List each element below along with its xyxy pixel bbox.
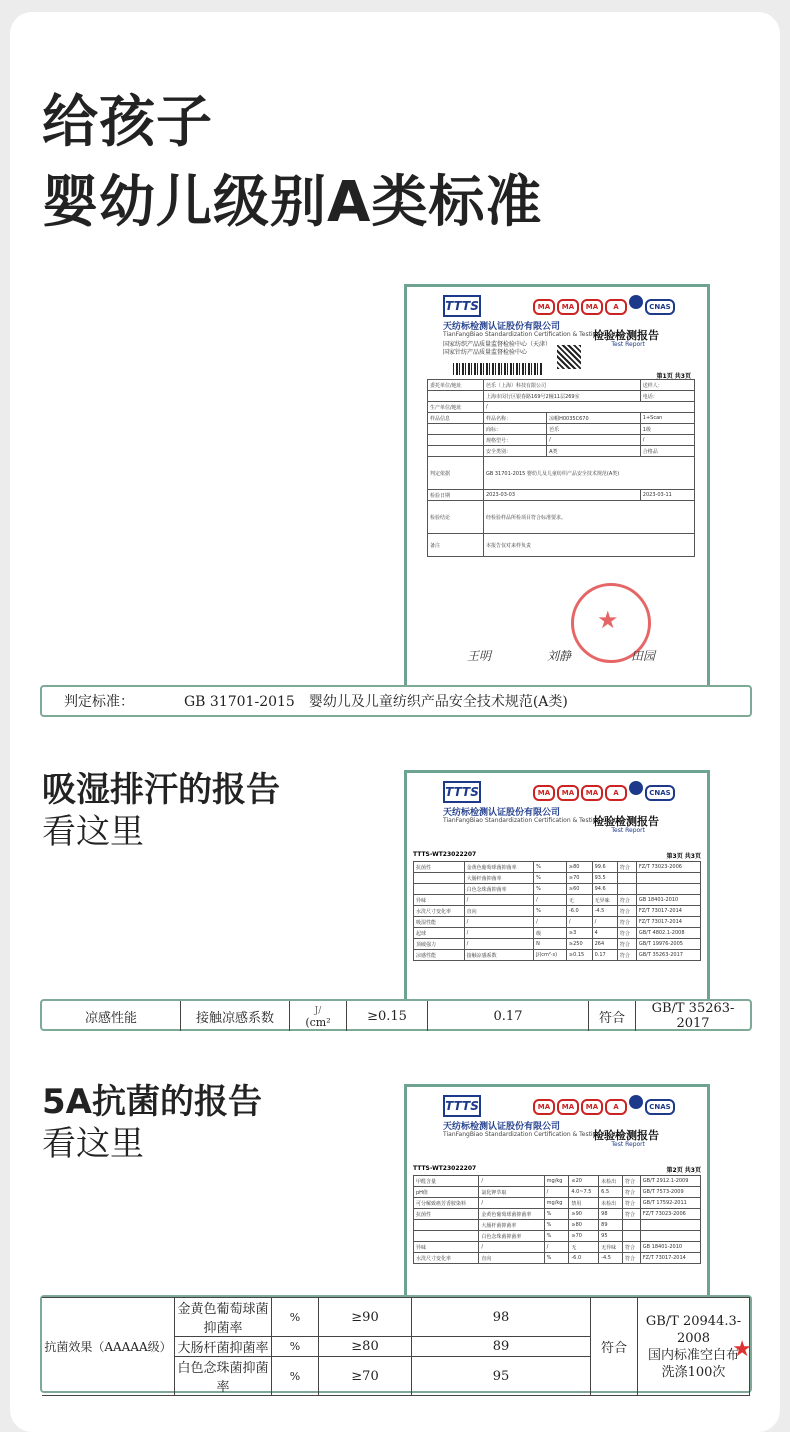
index-cooling: 接触凉感系数 bbox=[181, 1001, 290, 1031]
table-row bbox=[414, 950, 701, 961]
requirement: ≥90 bbox=[319, 1298, 412, 1337]
table-cell: FZ/T 73023-2006 bbox=[640, 1209, 700, 1220]
table-cell: 符合 bbox=[617, 950, 636, 961]
table-cell: 6.5 bbox=[599, 1187, 623, 1198]
table-cell: ≥90 bbox=[569, 1209, 599, 1220]
result-antibacterial: 符合 bbox=[591, 1298, 638, 1396]
std-antibacterial: GB/T 20944.3-2008 国内标准空白布 洗涤100次 bbox=[638, 1298, 750, 1396]
table-cell: 金黄色葡萄球菌抑菌率 bbox=[479, 1209, 544, 1220]
table-cell: ≤20 bbox=[569, 1176, 599, 1187]
table-cell bbox=[622, 1231, 640, 1242]
table-cell: 符合 bbox=[617, 917, 636, 928]
table-cell bbox=[640, 1220, 700, 1231]
table-row bbox=[414, 1220, 701, 1231]
cnas-mark-icon: CNAS bbox=[645, 1099, 675, 1115]
table-cell: mg/kg bbox=[544, 1176, 569, 1187]
cnas-mark-icon: CNAS bbox=[645, 299, 675, 315]
table-cell: 95 bbox=[599, 1231, 623, 1242]
cert-marks bbox=[533, 1095, 677, 1115]
table-cell: 无 bbox=[569, 1242, 599, 1253]
table-row bbox=[414, 1231, 701, 1242]
table-cell: % bbox=[534, 906, 567, 917]
table-row bbox=[414, 873, 701, 884]
antibacterial-result-bar bbox=[40, 1295, 752, 1393]
unit: % bbox=[272, 1298, 319, 1337]
table-cell: GB/T 7573-2009 bbox=[640, 1187, 700, 1198]
cal-mark-icon: A bbox=[605, 785, 627, 801]
table-cell: / bbox=[544, 1242, 569, 1253]
report-number: TTTS-WT23022207 bbox=[413, 1165, 477, 1172]
table-cell: 抗菌性 bbox=[414, 862, 465, 873]
company-name-en: TianFangBiao Standardization Certification & Testing Co.,Ltd. bbox=[443, 1131, 626, 1138]
table-cell: 金黄色葡萄球菌抑菌率 bbox=[464, 862, 534, 873]
cma-mark-icon: MA bbox=[533, 1099, 555, 1115]
report-title-en: Test Report bbox=[611, 341, 645, 348]
section-subtitle-moisture: 看这里 bbox=[42, 812, 144, 852]
table-cell: ≥80 bbox=[566, 862, 592, 873]
table-cell: / bbox=[464, 895, 534, 906]
table-cell: 符合 bbox=[617, 895, 636, 906]
item-antibacterial: 抗菌效果（AAAAA级） bbox=[42, 1298, 175, 1396]
cma-mark-icon: MA bbox=[581, 299, 603, 315]
requirement-cooling: ≥0.15 bbox=[347, 1001, 428, 1031]
table-cell: 异味 bbox=[414, 895, 465, 906]
cma-mark-icon: MA bbox=[557, 299, 579, 315]
table-cell: 级 bbox=[534, 928, 567, 939]
cma-mark-icon: MA bbox=[581, 1099, 603, 1115]
report-title: 检验检测报告 bbox=[593, 815, 659, 828]
table-cell: / bbox=[566, 917, 592, 928]
ilac-mark-icon bbox=[629, 781, 643, 795]
table-row bbox=[414, 939, 701, 950]
table-cell: 大肠杆菌抑菌率 bbox=[479, 1220, 544, 1231]
table-cell: % bbox=[544, 1253, 569, 1264]
table-row bbox=[414, 1209, 701, 1220]
table-row bbox=[414, 884, 701, 895]
table-cell: ≥80 bbox=[569, 1220, 599, 1231]
table-cell: 水洗尺寸变化率 bbox=[414, 906, 465, 917]
hero-title-line2: 婴幼儿级别A类标准 bbox=[42, 170, 543, 235]
table-cell: 符合 bbox=[622, 1187, 640, 1198]
table-row bbox=[414, 862, 701, 873]
table-cell bbox=[636, 873, 700, 884]
table-cell: 顶破强力 bbox=[414, 939, 465, 950]
strain-name: 金黄色葡萄球菌抑菌率 bbox=[175, 1298, 272, 1337]
table-cell: 未检出 bbox=[599, 1176, 623, 1187]
strain-name: 大肠杆菌抑菌率 bbox=[175, 1337, 272, 1357]
cma-mark-icon: MA bbox=[533, 785, 555, 801]
company-name-en: TianFangBiao Standardization Certification & Testing Co.,Ltd. bbox=[443, 817, 626, 824]
cma-mark-icon: MA bbox=[557, 785, 579, 801]
table-cell: GB/T 19976-2005 bbox=[636, 939, 700, 950]
table-cell: 大肠杆菌抑菌率 bbox=[464, 873, 534, 884]
requirement: ≥70 bbox=[319, 1357, 412, 1396]
tts-logo: TTTS bbox=[443, 295, 481, 317]
hero-title-line1: 给孩子 bbox=[42, 90, 213, 155]
table-cell: GB/T 2912.1-2009 bbox=[640, 1176, 700, 1187]
cooling-result-bar bbox=[40, 999, 752, 1031]
barcode-icon bbox=[453, 363, 543, 375]
report-title: 检验检测报告 bbox=[593, 329, 659, 342]
table-cell: 异味 bbox=[414, 1242, 479, 1253]
table-cell: % bbox=[544, 1220, 569, 1231]
page-number: 第3页 共3页 bbox=[666, 853, 701, 860]
table-row bbox=[414, 1176, 701, 1187]
table-cell: / bbox=[464, 939, 534, 950]
tts-logo: TTTS bbox=[443, 781, 481, 803]
table-cell: 0.17 bbox=[592, 950, 617, 961]
company-name: 天纺标检测认证股份有限公司 bbox=[443, 808, 561, 818]
table-cell: ≥60 bbox=[566, 884, 592, 895]
company-name: 天纺标检测认证股份有限公司 bbox=[443, 1122, 561, 1132]
table-cell: 符合 bbox=[617, 906, 636, 917]
table-cell bbox=[617, 873, 636, 884]
table-cell bbox=[617, 884, 636, 895]
value: 89 bbox=[412, 1337, 591, 1357]
unit-cooling: J/ (cm² bbox=[290, 1001, 347, 1031]
table-cell: 无异味 bbox=[599, 1242, 623, 1253]
requirement: ≥80 bbox=[319, 1337, 412, 1357]
signature: 田园 bbox=[631, 649, 656, 663]
standard-label: 判定标准： bbox=[64, 694, 134, 710]
table-cell: % bbox=[534, 884, 567, 895]
table-cell: ≥70 bbox=[566, 873, 592, 884]
report-title: 检验检测报告 bbox=[593, 1129, 659, 1142]
table-cell: % bbox=[544, 1231, 569, 1242]
table-cell: 抗菌性 bbox=[414, 1209, 479, 1220]
cal-mark-icon: A bbox=[605, 1099, 627, 1115]
report-table: 委托单位/地址 芭乐（上海）科技有限公司 送样人： 上海市闵行区银春路169号2幢11层269室 电话： 生产单位/地址 / 样品信息 样品名称： 凉帽H0035C670 1+Scan 商标： 芭乐 1级 规格型号： / / 安全类别： A类 合格品 判定依据 GB 31701-2015 婴幼儿及儿童纺织产品安全技术规范(A类) 检验日期 2023-03-03 2023-03-11 检验结论 经检验样品所检项目符合标准要求。 备注 本报告仅对来样负责 bbox=[427, 379, 695, 557]
table-cell: / bbox=[464, 928, 534, 939]
table-row bbox=[414, 1198, 701, 1209]
table-cell: 符合 bbox=[617, 939, 636, 950]
table-cell: mg/kg bbox=[544, 1198, 569, 1209]
table-cell: N bbox=[534, 939, 567, 950]
cma-mark-icon: MA bbox=[557, 1099, 579, 1115]
table-cell bbox=[640, 1231, 700, 1242]
report-title-en: Test Report bbox=[611, 1141, 645, 1148]
cma-mark-icon: MA bbox=[533, 299, 555, 315]
table-cell: FZ/T 73023-2006 bbox=[636, 862, 700, 873]
page-number: 第2页 共3页 bbox=[666, 1167, 701, 1174]
center-name-2: 国家针纺产品质量监督检验中心 bbox=[443, 349, 528, 356]
table-cell: -4.5 bbox=[599, 1253, 623, 1264]
table-row bbox=[414, 906, 701, 917]
table-cell: GB/T 17592-2011 bbox=[640, 1198, 700, 1209]
qr-code-icon bbox=[557, 345, 581, 369]
table-cell: / bbox=[534, 917, 567, 928]
table-cell: / bbox=[592, 917, 617, 928]
standard-bar bbox=[40, 685, 752, 717]
table-cell: GB 18401-2010 bbox=[636, 895, 700, 906]
table-cell: GB 18401-2010 bbox=[640, 1242, 700, 1253]
value: 98 bbox=[412, 1298, 591, 1337]
cal-mark-icon: A bbox=[605, 299, 627, 315]
table-cell: / bbox=[544, 1187, 569, 1198]
table-row bbox=[414, 928, 701, 939]
table-cell: 无异味 bbox=[592, 895, 617, 906]
report-table bbox=[413, 1175, 701, 1264]
table-cell: 99.6 bbox=[592, 862, 617, 873]
item-cooling: 凉感性能 bbox=[84, 1010, 137, 1026]
test-report-2[interactable] bbox=[404, 770, 710, 1016]
table-cell: % bbox=[544, 1209, 569, 1220]
strain-name: 白色念珠菌抑菌率 bbox=[175, 1357, 272, 1396]
table-cell: 水洗尺寸变化率 bbox=[414, 1253, 479, 1264]
table-cell: 符合 bbox=[622, 1253, 640, 1264]
table-cell: ≥3 bbox=[566, 928, 592, 939]
table-cell: FZ/T 73017-2014 bbox=[640, 1253, 700, 1264]
table-cell: 93.5 bbox=[592, 873, 617, 884]
table-cell: / bbox=[479, 1176, 544, 1187]
unit: % bbox=[272, 1337, 319, 1357]
section-title-antibacterial: 5A抗菌的报告 bbox=[42, 1082, 262, 1122]
test-report-1[interactable] bbox=[404, 284, 710, 700]
ilac-mark-icon bbox=[629, 1095, 643, 1109]
std-cooling: GB/T 35263-2017 bbox=[636, 1001, 751, 1031]
table-cell: 可分解致癌芳香胺染料 bbox=[414, 1198, 479, 1209]
table-cell: 4 bbox=[592, 928, 617, 939]
table-cell: 94.6 bbox=[592, 884, 617, 895]
table-cell: 89 bbox=[599, 1220, 623, 1231]
table-cell: 符合 bbox=[622, 1242, 640, 1253]
table-cell bbox=[636, 884, 700, 895]
table-row bbox=[414, 895, 701, 906]
table-cell: J/(cm²·s) bbox=[534, 950, 567, 961]
seal-fragment-icon: ★ bbox=[732, 1337, 752, 1362]
table-cell: ≥250 bbox=[566, 939, 592, 950]
signature: 王明 bbox=[467, 649, 492, 663]
table-cell: 264 bbox=[592, 939, 617, 950]
table-cell: 凉感性能 bbox=[414, 950, 465, 961]
table-cell: GB/T 35263-2017 bbox=[636, 950, 700, 961]
table-cell bbox=[414, 1231, 479, 1242]
table-cell: 禁用 bbox=[569, 1198, 599, 1209]
unit: % bbox=[272, 1357, 319, 1396]
table-cell: 98 bbox=[599, 1209, 623, 1220]
table-cell: % bbox=[534, 862, 567, 873]
cnas-mark-icon: CNAS bbox=[645, 785, 675, 801]
table-cell: 符合 bbox=[617, 928, 636, 939]
table-cell: 符合 bbox=[617, 862, 636, 873]
table-cell: / bbox=[534, 895, 567, 906]
table-cell: 起球 bbox=[414, 928, 465, 939]
table-row bbox=[414, 917, 701, 928]
table-cell: -6.0 bbox=[566, 906, 592, 917]
table-cell: GB/T 4802.1-2008 bbox=[636, 928, 700, 939]
cert-marks bbox=[533, 295, 677, 315]
result-cooling: 符合 bbox=[589, 1001, 636, 1031]
table-cell: % bbox=[534, 873, 567, 884]
table-cell: 符合 bbox=[622, 1198, 640, 1209]
table-cell: 白色念珠菌抑菌率 bbox=[464, 884, 534, 895]
table-cell: FZ/T 73017-2014 bbox=[636, 906, 700, 917]
table-cell: -4.5 bbox=[592, 906, 617, 917]
page-number: 第1页 共3页 bbox=[656, 373, 691, 380]
table-cell bbox=[414, 873, 465, 884]
center-name: 国家纺织产品质量监督检验中心（天津） bbox=[443, 341, 552, 348]
signature: 刘静 bbox=[547, 649, 572, 663]
company-name: 天纺标检测认证股份有限公司 bbox=[443, 322, 561, 332]
standard-value: GB 31701-2015 婴幼儿及儿童纺织产品安全技术规范(A类) bbox=[184, 694, 568, 710]
table-cell: 直向 bbox=[479, 1253, 544, 1264]
table-cell bbox=[414, 884, 465, 895]
report-number: TTTS-WT23022207 bbox=[413, 851, 477, 858]
value-cooling: 0.17 bbox=[428, 1001, 589, 1031]
table-cell: FZ/T 73017-2014 bbox=[636, 917, 700, 928]
table-cell: 氯化钾萃取 bbox=[479, 1187, 544, 1198]
table-cell: ≥0.15 bbox=[566, 950, 592, 961]
cma-mark-icon: MA bbox=[581, 785, 603, 801]
table-cell: / bbox=[479, 1242, 544, 1253]
table-cell: / bbox=[464, 917, 534, 928]
table-cell: 白色念珠菌抑菌率 bbox=[479, 1231, 544, 1242]
table-cell: 4.0~7.5 bbox=[569, 1187, 599, 1198]
table-cell: pH值 bbox=[414, 1187, 479, 1198]
table-cell bbox=[622, 1220, 640, 1231]
table-cell: 符合 bbox=[622, 1176, 640, 1187]
tts-logo: TTTS bbox=[443, 1095, 481, 1117]
section-subtitle-antibacterial: 看这里 bbox=[42, 1124, 144, 1164]
table-cell: / bbox=[479, 1198, 544, 1209]
table-row bbox=[414, 1242, 701, 1253]
table-row bbox=[414, 1253, 701, 1264]
value: 95 bbox=[412, 1357, 591, 1396]
table-cell: ≥70 bbox=[569, 1231, 599, 1242]
report-table bbox=[413, 861, 701, 961]
table-cell: -6.0 bbox=[569, 1253, 599, 1264]
ilac-mark-icon bbox=[629, 295, 643, 309]
report-title-en: Test Report bbox=[611, 827, 645, 834]
section-title-moisture: 吸湿排汗的报告 bbox=[42, 770, 280, 810]
table-cell: 未检出 bbox=[599, 1198, 623, 1209]
table-row bbox=[414, 1187, 701, 1198]
cert-marks bbox=[533, 781, 677, 801]
table-cell: 无 bbox=[566, 895, 592, 906]
table-cell: 直向 bbox=[464, 906, 534, 917]
table-cell: 符合 bbox=[622, 1209, 640, 1220]
table-cell: 吸湿性能 bbox=[414, 917, 465, 928]
table-cell bbox=[414, 1220, 479, 1231]
table-cell: 接触凉感系数 bbox=[464, 950, 534, 961]
table-cell: 甲醛含量 bbox=[414, 1176, 479, 1187]
test-report-3[interactable] bbox=[404, 1084, 710, 1310]
company-name-en: TianFangBiao Standardization Certification & Testing Co.,Ltd. bbox=[443, 331, 626, 338]
